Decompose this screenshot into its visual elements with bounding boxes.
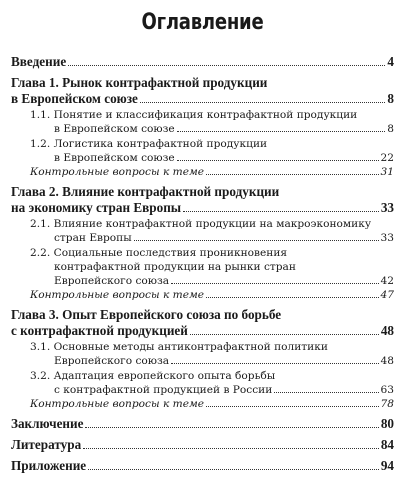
chapter-title-line: на экономику стран Европы: [11, 200, 182, 215]
toc-entry-label: Введение: [11, 54, 67, 69]
toc-entry-introduction[interactable]: [11, 54, 394, 70]
questions-label: Контрольные вопросы к теме: [30, 289, 205, 301]
toc-page-number: 48: [380, 323, 394, 338]
leader-dots: [206, 297, 378, 298]
toc-entry-section-2-1[interactable]: [30, 217, 394, 245]
toc-entry-chapter-2[interactable]: [11, 184, 394, 216]
toc-page-number: 80: [380, 416, 394, 431]
leader-dots: [85, 427, 378, 428]
leader-dots: [274, 392, 378, 393]
leader-dots: [206, 174, 378, 175]
section-title-line: Европейского союза: [54, 275, 170, 287]
toc-page-number: 8: [387, 123, 394, 135]
section-title-line: с контрафактной продукцией в России: [54, 384, 273, 396]
questions-label: Контрольные вопросы к теме: [30, 398, 205, 410]
section-title-line: 3.1. Основные методы антиконтрафактной политики: [30, 341, 328, 353]
toc-entry-literature[interactable]: [11, 437, 394, 453]
toc-entry-appendix[interactable]: [11, 458, 394, 474]
chapter-title-line: Глава 1. Рынок контрафактной продукции: [11, 75, 268, 90]
toc-page-number: 33: [380, 232, 394, 244]
toc-page-number: 94: [380, 458, 394, 473]
leader-dots: [171, 283, 378, 284]
toc-entry-questions-3[interactable]: [30, 397, 394, 411]
toc-entry-section-3-1[interactable]: [30, 340, 394, 368]
section-title-line: в Европейском союзе: [54, 152, 175, 164]
questions-label: Контрольные вопросы к теме: [30, 166, 205, 178]
section-title-line: Европейского союза: [54, 355, 170, 367]
toc-page-number: 42: [380, 275, 394, 287]
toc-entry-label: Литература: [11, 437, 82, 452]
toc-entry-chapter-1[interactable]: [11, 75, 394, 107]
section-title-line: 3.2. Адаптация европейского опыта борьбы: [30, 370, 276, 382]
toc-page-number: 4: [387, 54, 394, 69]
toc-page-number: 78: [380, 398, 394, 410]
toc-entry-section-2-2[interactable]: [30, 246, 394, 288]
toc-entry-conclusion[interactable]: [11, 416, 394, 432]
toc-entry-label: Заключение: [11, 416, 84, 431]
toc-entry-chapter-3[interactable]: [11, 307, 394, 339]
leader-dots: [68, 65, 385, 66]
toc-page-number: 47: [380, 289, 394, 301]
section-title-line: стран Европы: [54, 232, 132, 244]
section-title-line: 1.2. Логистика контрафактной продукции: [30, 138, 268, 150]
leader-dots: [177, 160, 379, 161]
table-of-contents: [11, 54, 394, 474]
toc-page-number: 84: [380, 437, 394, 452]
toc-entry-section-1-2[interactable]: [30, 137, 394, 165]
chapter-title-line: с контрафактной продукцией: [11, 323, 188, 338]
leader-dots: [134, 240, 379, 241]
leader-dots: [88, 469, 379, 470]
toc-entry-questions-2[interactable]: [30, 288, 394, 302]
toc-page-number: 33: [380, 200, 394, 215]
section-title-line: 1.1. Понятие и классификация контрафактной продукции: [30, 109, 358, 121]
chapter-title-line: Глава 3. Опыт Европейского союза по борьбе: [11, 307, 282, 322]
toc-page-number: 8: [387, 91, 394, 106]
toc-entry-questions-1[interactable]: [30, 165, 394, 179]
section-title-line: контрафактной продукции на рынки стран: [54, 261, 296, 273]
toc-page-number: 63: [380, 384, 394, 396]
toc-page-number: 31: [380, 166, 394, 178]
leader-dots: [206, 406, 378, 407]
page-title: Оглавление: [141, 10, 264, 35]
leader-dots: [190, 334, 379, 335]
section-title-line: 2.2. Социальные последствия проникновения: [30, 247, 288, 259]
leader-dots: [183, 211, 379, 212]
leader-dots: [83, 448, 379, 449]
chapter-title-line: Глава 2. Влияние контрафактной продукции: [11, 184, 280, 199]
toc-entry-section-3-2[interactable]: [30, 369, 394, 397]
toc-entry-section-1-1[interactable]: [30, 108, 394, 136]
leader-dots: [140, 102, 386, 103]
toc-page-number: 22: [380, 152, 394, 164]
chapter-title-line: в Европейском союзе: [11, 91, 138, 106]
leader-dots: [177, 131, 386, 132]
leader-dots: [171, 363, 378, 364]
section-title-line: 2.1. Влияние контрафактной продукции на макроэкономику: [30, 218, 372, 230]
section-title-line: в Европейском союзе: [54, 123, 175, 135]
toc-page-number: 48: [380, 355, 394, 367]
toc-entry-label: Приложение: [11, 458, 87, 473]
